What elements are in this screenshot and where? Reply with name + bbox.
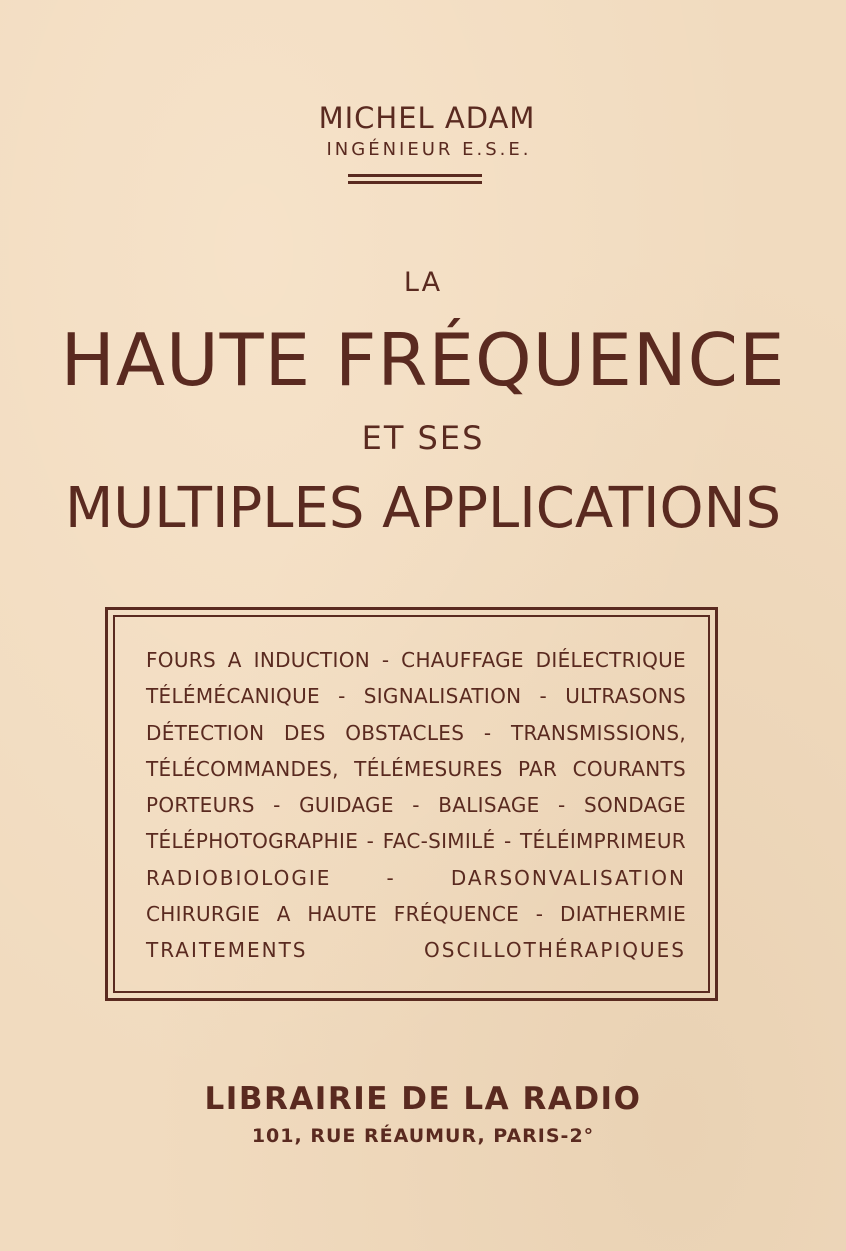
application-line: TÉLÉPHOTOGRAPHIE - FAC-SIMILÉ - TÉLÉIMPRIMEUR — [146, 829, 686, 854]
application-line: TRAITEMENTS OSCILLOTHÉRAPIQUES — [146, 938, 686, 963]
title-article: LA — [403, 267, 443, 298]
double-rule-bottom — [348, 181, 482, 184]
application-line: CHIRURGIE A HAUTE FRÉQUENCE - DIATHERMIE — [146, 902, 686, 927]
title-subtitle: MULTIPLES APPLICATIONS — [64, 476, 782, 541]
application-line: PORTEURS - GUIDAGE - BALISAGE - SONDAGE — [146, 793, 686, 818]
application-line: DÉTECTION DES OBSTACLES - TRANSMISSIONS, — [146, 720, 686, 745]
publisher-name: LIBRAIRIE DE LA RADIO — [204, 1081, 642, 1117]
publisher-address: 101, RUE RÉAUMUR, PARIS-2° — [251, 1125, 595, 1147]
application-line: TÉLÉMÉCANIQUE - SIGNALISATION - ULTRASONS — [146, 684, 686, 709]
application-line: RADIOBIOLOGIE - DARSONVALISATION — [146, 865, 686, 890]
application-line: TÉLÉCOMMANDES, TÉLÉMESURES PAR COURANTS — [146, 756, 686, 781]
applications-list — [146, 642, 686, 969]
double-rule-top — [348, 174, 482, 177]
author-credential: INGÉNIEUR E.S.E. — [326, 139, 532, 160]
title-main: HAUTE FRÉQUENCE — [60, 318, 786, 402]
title-connector: ET SES — [361, 419, 485, 457]
application-line: FOURS A INDUCTION - CHAUFFAGE DIÉLECTRIQUE — [146, 648, 686, 672]
author-name: MICHEL ADAM — [318, 101, 536, 135]
